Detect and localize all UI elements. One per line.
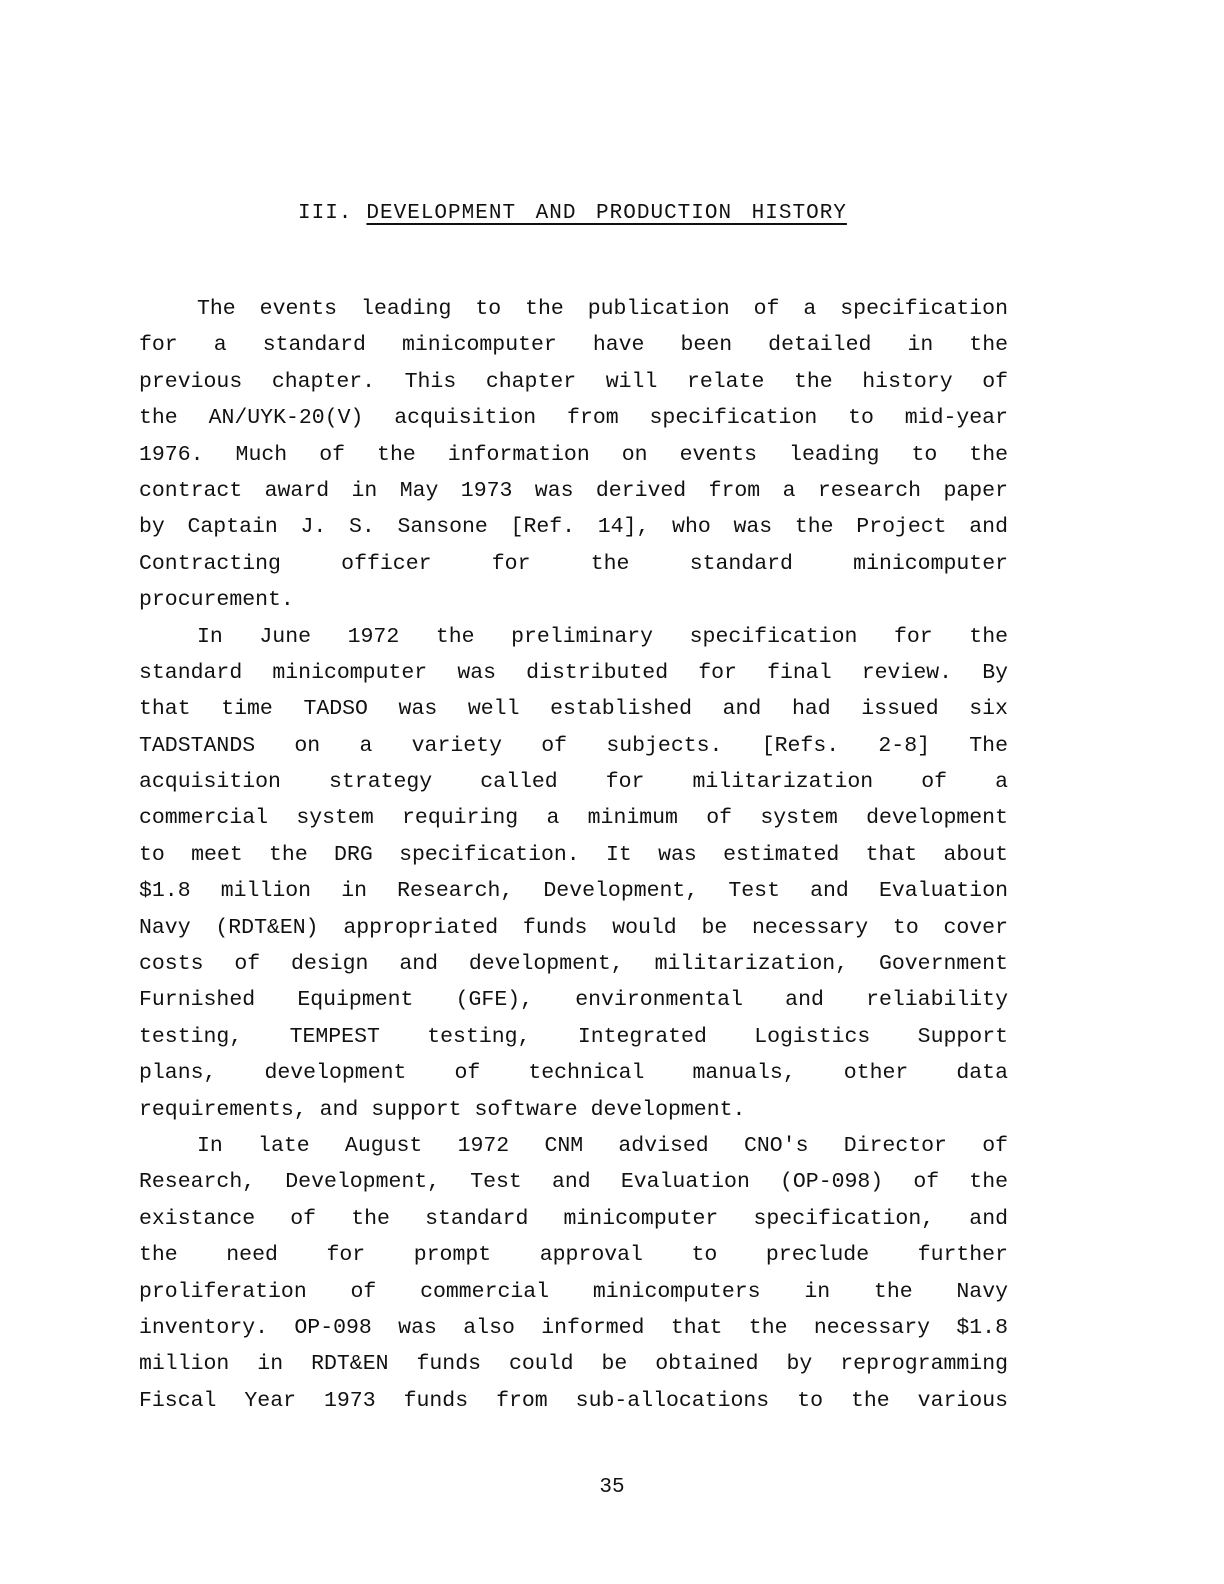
text-line: acquisition strategy called for militarization of a <box>139 770 1008 795</box>
text-line: Contracting officer for the standard minicomputer <box>139 551 1008 576</box>
text-line: The events leading to the publication of a specification <box>197 297 1008 321</box>
text-line: the AN/UYK-20(V) acquisition from specification to mid-year <box>139 406 1008 431</box>
text-line: by Captain J. S. Sansone [Ref. 14], who was the Project and <box>139 515 1008 540</box>
paragraph <box>139 291 1008 619</box>
text-line: Fiscal Year 1973 funds from sub-allocations to the various <box>139 1388 1008 1413</box>
text-line: inventory. OP-098 was also informed that the necessary $1.8 <box>139 1315 1008 1340</box>
text-line: the need for prompt approval to preclude further <box>139 1243 1008 1268</box>
paragraph <box>139 619 1008 1128</box>
page-number: 35 <box>599 1476 625 1499</box>
chapter-heading <box>298 202 847 225</box>
chapter-title: DEVELOPMENT AND PRODUCTION HISTORY <box>366 202 847 225</box>
text-line: previous chapter. This chapter will relate the history of <box>139 369 1008 394</box>
text-line: In late August 1972 CNM advised CNO's Director of <box>197 1133 1008 1158</box>
text-line: contract award in May 1973 was derived from a research paper <box>139 478 1008 503</box>
text-line: $1.8 million in Research, Development, Test and Evaluation <box>139 879 1008 904</box>
text-line: procurement. <box>139 588 294 613</box>
text-line: for a standard minicomputer have been detailed in the <box>139 333 1008 358</box>
text-line: testing, TEMPEST testing, Integrated Logistics Support <box>139 1024 1008 1049</box>
text-line: TADSTANDS on a variety of subjects. [Refs. 2-8] The <box>139 733 1008 758</box>
body-text <box>139 291 1008 1419</box>
paragraph <box>139 1128 1008 1419</box>
text-line: In June 1972 the preliminary specification for the <box>197 624 1008 649</box>
text-line: Furnished Equipment (GFE), environmental and reliability <box>139 988 1008 1013</box>
text-line: proliferation of commercial minicomputers in the Navy <box>139 1279 1008 1304</box>
text-line: requirements, and support software development. <box>139 1097 746 1122</box>
text-line: Research, Development, Test and Evaluation (OP-098) of the <box>139 1170 1008 1195</box>
text-line: 1976. Much of the information on events leading to the <box>139 442 1008 467</box>
text-line: commercial system requiring a minimum of system development <box>139 806 1008 831</box>
text-line: to meet the DRG specification. It was estimated that about <box>139 842 1008 867</box>
text-line: costs of design and development, militarization, Government <box>139 952 1008 977</box>
chapter-number: III. <box>298 202 353 225</box>
text-line: existance of the standard minicomputer specification, and <box>139 1206 1008 1231</box>
text-line: standard minicomputer was distributed for final review. By <box>139 660 1008 685</box>
text-line: Navy (RDT&EN) appropriated funds would be necessary to cover <box>139 915 1008 940</box>
text-line: that time TADSO was well established and had issued six <box>139 697 1008 722</box>
text-line: plans, development of technical manuals, other data <box>139 1061 1008 1086</box>
text-line: million in RDT&EN funds could be obtained by reprogramming <box>139 1352 1008 1377</box>
